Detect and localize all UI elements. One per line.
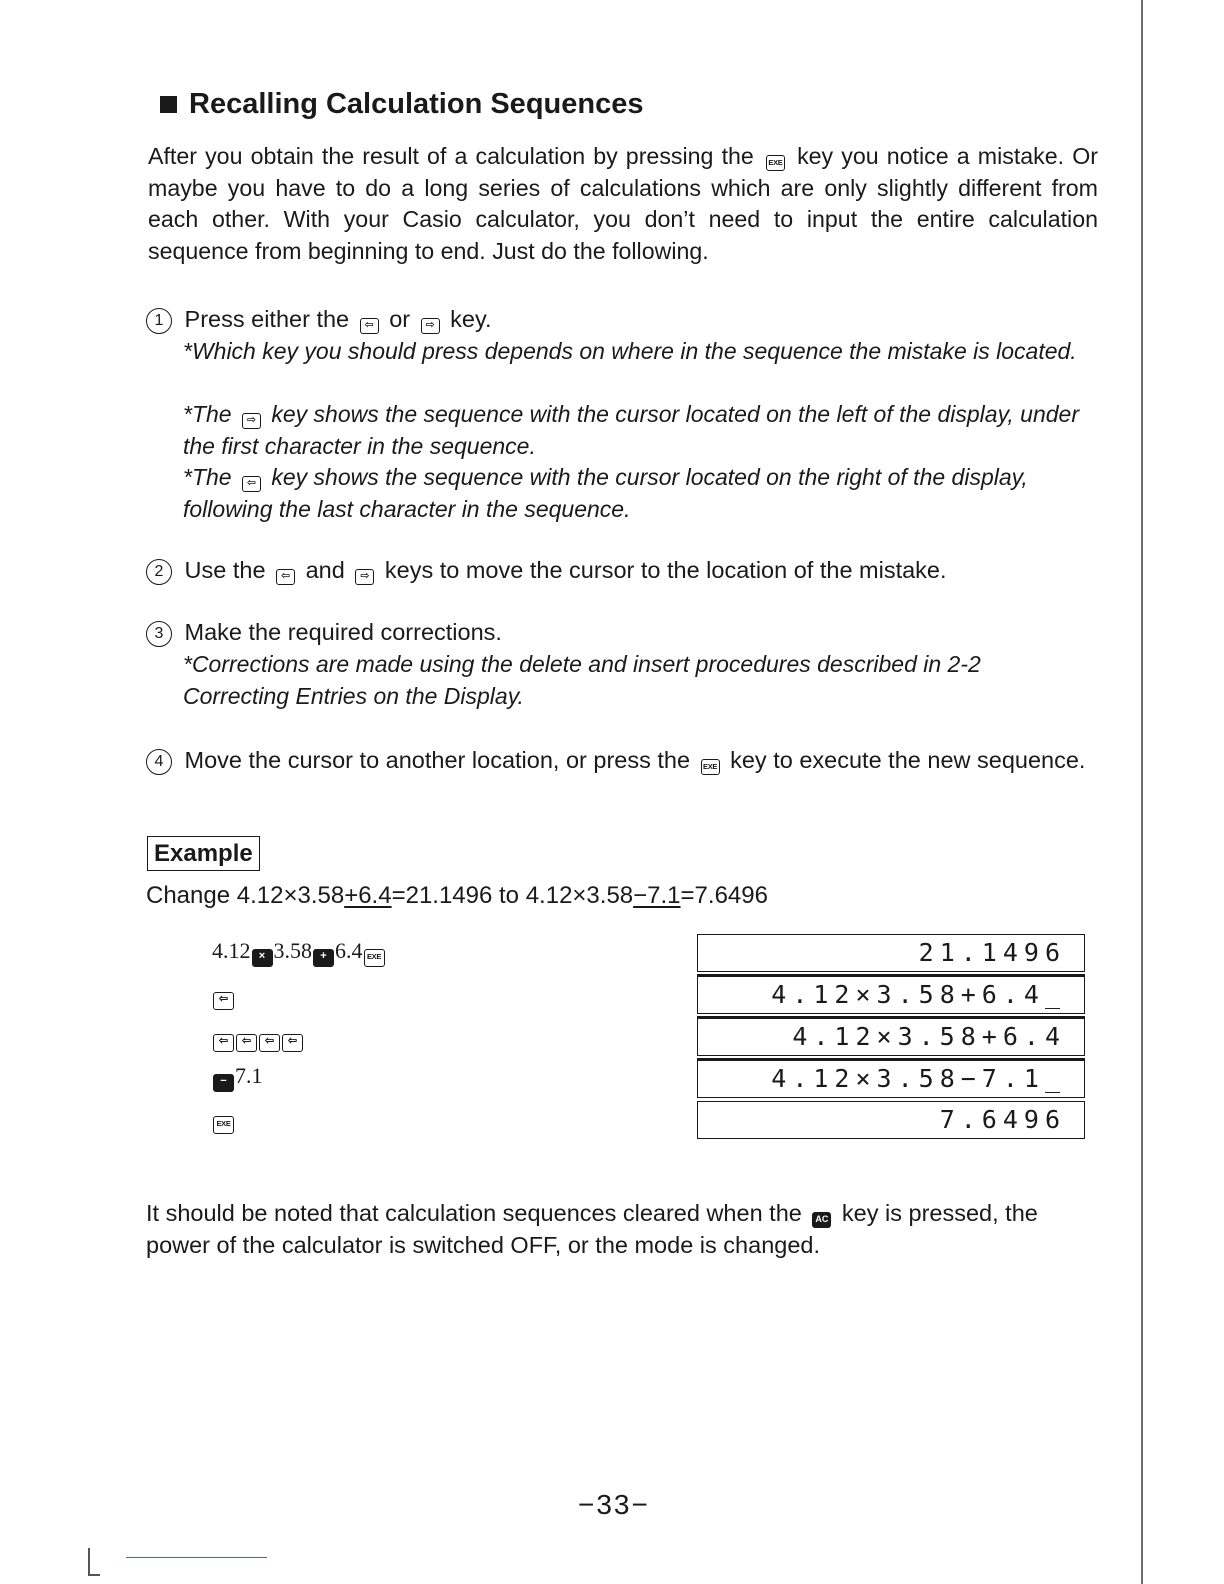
exe-key-icon: EXE — [701, 759, 720, 775]
step-number: 3 — [146, 621, 172, 647]
left-arrow-key-icon: ⇦ — [242, 476, 261, 492]
minus-key-icon: − — [213, 1074, 234, 1092]
operation-row-3 — [212, 1023, 304, 1052]
note-right-key — [183, 399, 1093, 462]
right-arrow-key-icon: ⇨ — [421, 318, 440, 334]
example-label: Example — [147, 836, 260, 871]
operation-row-1 — [212, 938, 386, 967]
change-new-b: −7.1 — [633, 882, 681, 909]
left-arrow-key-icon: ⇦ — [360, 318, 379, 334]
intro-paragraph — [148, 141, 1098, 267]
step-4 — [146, 745, 1091, 776]
left-arrow-key-icon: ⇦ — [213, 992, 234, 1010]
note-2-text-a: *The — [183, 401, 232, 427]
left-arrow-key-icon: ⇦ — [259, 1034, 280, 1052]
calculator-display: 4.12×3.58+6.4_ — [697, 976, 1085, 1014]
left-arrow-key-icon: ⇦ — [236, 1034, 257, 1052]
exe-key-icon: EXE — [364, 949, 385, 967]
step-number: 4 — [146, 749, 172, 775]
step-1 — [146, 304, 1106, 335]
change-original-c: =21.1496 to 4.12×3.58 — [391, 882, 634, 909]
note-left-key — [183, 462, 1093, 525]
step-1-text-b: or — [389, 306, 411, 332]
step-2-text-a: Use the — [184, 557, 266, 583]
operation-row-5 — [212, 1105, 235, 1134]
exe-key-icon: EXE — [213, 1116, 234, 1134]
left-arrow-key-icon: ⇦ — [213, 1034, 234, 1052]
section-title — [160, 88, 643, 121]
op-1-text-b: 3.58 — [273, 938, 312, 963]
closing-paragraph — [146, 1197, 1096, 1261]
left-arrow-key-icon: ⇦ — [276, 569, 295, 585]
bullet-square-icon — [160, 96, 177, 113]
page-edge-line — [1141, 0, 1143, 1584]
step-number: 2 — [146, 559, 172, 585]
step-2-text-c: keys to move the cursor to the location of the mistake. — [384, 557, 947, 583]
intro-text-a: After you obtain the result of a calculation by pressing the — [148, 143, 754, 169]
op-1-text-c: 6.4 — [335, 938, 363, 963]
calculator-display: 4.12×3.58−7.1_ — [697, 1060, 1085, 1098]
calculator-display: 4.12×3.58+6.4 — [697, 1018, 1085, 1056]
page-number: −33− — [578, 1489, 650, 1520]
note-2-text-b: key shows the sequence with the cursor located on the left of the display, under the first character in the sequence. — [183, 401, 1079, 459]
multiply-key-icon: × — [252, 949, 273, 967]
step-3-text: Make the required corrections. — [184, 619, 502, 645]
change-original-b: +6.4 — [344, 882, 392, 909]
intro-text-b: key you notice a mistake. Or maybe you have to do a long series of calculations which are only slightly different from each other. With your Casio calculator, you don’t need to input the entire calculation sequence from beginning to end. Just do the following. — [148, 143, 1098, 264]
step-4-text-b: key to execute the new sequence. — [730, 747, 1086, 773]
step-2-text-b: and — [305, 557, 345, 583]
scan-mark-line — [126, 1557, 267, 1558]
change-word: Change — [146, 882, 231, 909]
operation-row-4 — [212, 1063, 263, 1092]
change-original-a: 4.12×3.58 — [236, 882, 345, 909]
left-arrow-key-icon: ⇦ — [282, 1034, 303, 1052]
ac-key-icon: AC — [812, 1212, 831, 1228]
note-3-text-a: *The — [183, 464, 232, 490]
step-1-text-a: Press either the — [184, 306, 350, 332]
scan-corner-mark — [88, 1548, 100, 1576]
step-1-text-c: key. — [450, 306, 492, 332]
note-3-text-b: key shows the sequence with the cursor located on the right of the display, following the last character in the sequence. — [183, 464, 1028, 522]
right-arrow-key-icon: ⇨ — [242, 413, 261, 429]
step-number: 1 — [146, 308, 172, 334]
note-which-key: *Which key you should press depends on where in the sequence the mistake is located. — [183, 338, 1077, 364]
closing-text-b: key is pressed, the power of the calculator is switched OFF, or the mode is changed. — [146, 1200, 1038, 1258]
plus-key-icon: + — [313, 949, 334, 967]
calculator-display: 21.1496 — [697, 934, 1085, 972]
step-3 — [146, 617, 1106, 648]
step-2 — [146, 555, 1106, 586]
right-arrow-key-icon: ⇨ — [355, 569, 374, 585]
step-4-text-a: Move the cursor to another location, or press the — [184, 747, 691, 773]
closing-text-a: It should be noted that calculation sequences cleared when the — [146, 1200, 802, 1226]
section-title-text: Recalling Calculation Sequences — [189, 88, 644, 120]
operation-row-2 — [212, 981, 235, 1010]
op-1-text-a: 4.12 — [212, 938, 251, 963]
note-corrections: *Corrections are made using the delete and insert procedures described in 2-2 Correcting Entries on the Display. — [183, 651, 981, 709]
op-4-text: 7.1 — [235, 1063, 263, 1088]
exe-key-icon: EXE — [766, 155, 785, 171]
change-new-c: =7.6496 — [680, 882, 768, 909]
calculator-display: 7.6496 — [697, 1101, 1085, 1139]
example-change-line — [146, 882, 768, 910]
